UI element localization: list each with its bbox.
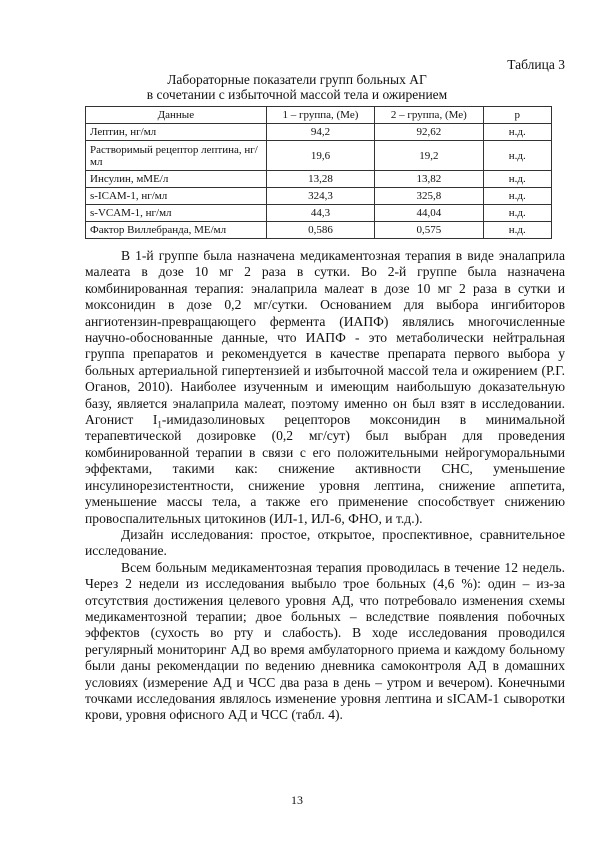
p-value: н.д.: [483, 222, 551, 239]
row-label: s-VCAM-1, нг/мл: [86, 205, 267, 222]
row-label: s-ICAM-1, нг/мл: [86, 188, 267, 205]
group-1-value: 324,3: [266, 188, 374, 205]
table-row: [86, 222, 552, 239]
caption-line-1: Лабораторные показатели групп больных АГ: [167, 72, 427, 87]
header-data: Данные: [86, 107, 267, 124]
group-1-value: 94,2: [266, 124, 374, 141]
table-header-row: [86, 107, 552, 124]
group-2-value: 92,62: [375, 124, 483, 141]
header-p: р: [483, 107, 551, 124]
row-label: Растворимый рецептор лептина, нг/мл: [86, 141, 267, 171]
group-2-value: 325,8: [375, 188, 483, 205]
page-number: 13: [291, 793, 303, 807]
p-value: н.д.: [483, 188, 551, 205]
receptor-subscript: 1: [157, 419, 162, 430]
p-value: н.д.: [483, 205, 551, 222]
table-row: [86, 188, 552, 205]
group-1-value: 0,586: [266, 222, 374, 239]
paragraph-procedure: Всем больным медикаментозная терапия проводилась в течение 12 недель. Через 2 недели из исследования выбыло трое больных (4,6 %): один – из-за отсутствия достижения целевого уровня АД, что потребовало изменения схемы медикаментозной терапии; двое больных – вследствие появления побочных эффектов (сухость во рту и слабость). В ходе исследования проводился регулярный мониторинг АД во время амбулаторного приема и каждому больному были даны рекомендации по ведению дневника самоконтроля АД в домашних условиях (измерение АД и ЧСС два раза в день – утром и вечером). Конечными точками исследования являлось изменение уровня лептина и sICAM-1 сыворотки крови, уровня офисного АД и ЧСС (табл. 4).: [85, 559, 565, 723]
table-row: [86, 141, 552, 171]
p-value: н.д.: [483, 124, 551, 141]
p-value: н.д.: [483, 141, 551, 171]
group-1-value: 13,28: [266, 171, 374, 188]
table-number-label: Таблица 3: [507, 57, 565, 72]
header-group-1: 1 – группа, (Ме): [266, 107, 374, 124]
body-text: [85, 248, 565, 724]
p-value: н.д.: [483, 171, 551, 188]
lab-results-table: [85, 106, 552, 239]
group-1-value: 44,3: [266, 205, 374, 222]
paragraph-design: Дизайн исследования: простое, открытое, проспективное, сравнительное исследование.: [85, 526, 565, 559]
paragraph-therapy-part-1: В 1-й группе была назначена медикаментозная терапия в виде эналаприла малеата в дозе 10 мг 2 раза в сутки. Во 2-й группе была назначена комбинированная терапия: эналаприла малеат в дозе 10 мг 2 раза в сутки и моксонидин в дозе 0,2 мг/сутки. Основанием для выбора ингибиторов ангиотензин-превращающего фермента (ИАПФ) являлись многочисленные научно-обоснованные данные, что ИАПФ - это метаболически нейтральная группа препаратов и рекомендуется в качестве препарата первого выбора у больных артериальной гипертензией и избыточной массой тела и ожирением (Р.Г. Оганов, 2010). Наиболее изученным и имеющим наибольшую доказательную базу, является эналаприла малеат, поэтому именно он был взят в исследовании. Агонист I: [85, 248, 565, 428]
caption-line-2: в сочетании с избыточной массой тела и ожирением: [146, 87, 448, 102]
table-row: [86, 205, 552, 222]
table-caption: [0, 72, 594, 102]
row-label: Лептин, нг/мл: [86, 124, 267, 141]
row-label: Инсулин, мМЕ/л: [86, 171, 267, 188]
group-2-value: 44,04: [375, 205, 483, 222]
paragraph-therapy-part-2: -имидазолиновых рецепторов моксонидин в минимальной терапевтической дозировке (0,2 мг/сут) был выбран для проведения комбинированной терапии в связи с его положительными нейрогуморальными эффектами, такими как: снижение активности СНС, уменьшение инсулинорезистентности, снижение уровня лептина, снижение аппетита, уменьшение массы тела, а также его применение способствует снижению провоспалительных цитокинов (ИЛ-1, ИЛ-6, ФНО, и т.д.).: [85, 412, 565, 526]
row-label: Фактор Виллебранда, МЕ/мл: [86, 222, 267, 239]
header-group-2: 2 – группа, (Ме): [375, 107, 483, 124]
table-row: [86, 124, 552, 141]
group-2-value: 13,82: [375, 171, 483, 188]
group-2-value: 19,2: [375, 141, 483, 171]
group-2-value: 0,575: [375, 222, 483, 239]
paragraph-therapy: [85, 248, 565, 527]
group-1-value: 19,6: [266, 141, 374, 171]
table-row: [86, 171, 552, 188]
